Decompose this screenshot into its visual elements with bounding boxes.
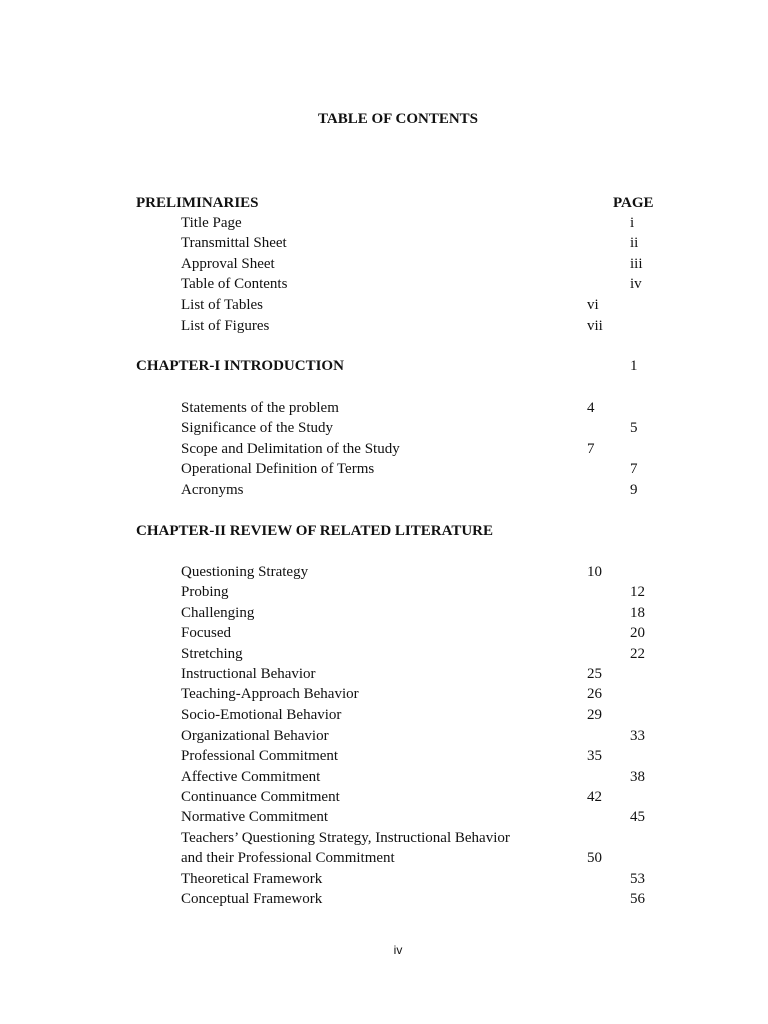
section-heading-page: 1: [630, 358, 638, 374]
section-heading-row: [0, 193, 768, 213]
toc-entry-page: 50: [587, 850, 602, 866]
toc-entry-label: Continuance Commitment: [181, 789, 340, 805]
section-heading: CHAPTER-II REVIEW OF RELATED LITERATURE: [136, 523, 494, 539]
toc-entry: [0, 644, 768, 664]
toc-entry-page: 45: [630, 809, 645, 825]
toc-entry-page: 26: [587, 686, 602, 702]
toc-entry-label: Title Page: [181, 215, 242, 231]
toc-entry-label: Affective Commitment: [181, 769, 321, 785]
toc-entry-page: 10: [587, 564, 602, 580]
toc-entry-page: 20: [630, 625, 645, 641]
toc-entry-label: Probing: [181, 584, 229, 600]
toc-entry-label: Transmittal Sheet: [181, 235, 287, 251]
toc-entry-label: List of Figures: [181, 318, 270, 334]
toc-entry-page: i: [630, 215, 635, 231]
toc-entry: [0, 664, 768, 684]
toc-entry-label: Scope and Delimitation of the Study: [181, 441, 400, 457]
toc-entry: [0, 254, 768, 274]
toc-entry: [0, 233, 768, 253]
toc-entry-label: Operational Definition of Terms: [181, 461, 375, 477]
toc-entry: [0, 274, 768, 294]
toc-entry-page: 4: [587, 400, 595, 416]
toc-entry-page: 7: [587, 441, 595, 457]
section-heading-row: [0, 356, 768, 376]
toc-entry-page: 42: [587, 789, 602, 805]
toc-entry-page: ii: [630, 235, 639, 251]
toc-entry-page: 18: [630, 605, 645, 621]
toc-entry-label: Teaching-Approach Behavior: [181, 686, 359, 702]
toc-entry-page: 25: [587, 666, 602, 682]
toc-entry-page: 12: [630, 584, 645, 600]
toc-entry-page: 5: [630, 420, 638, 436]
toc-entry-page: 56: [630, 891, 645, 907]
toc-entry: [0, 869, 768, 889]
toc-entry: [0, 480, 768, 500]
toc-entry-label: Significance of the Study: [181, 420, 334, 436]
toc-entry: [0, 398, 768, 418]
toc-entry: [0, 562, 768, 582]
toc-entry-page: iii: [630, 256, 643, 272]
page-column-header: PAGE: [613, 195, 654, 211]
toc-entry-label: Organizational Behavior: [181, 728, 329, 744]
toc-entry-label: Stretching: [181, 646, 243, 662]
toc-entry-page: 38: [630, 769, 645, 785]
toc-entry-label: Approval Sheet: [181, 256, 275, 272]
toc-entry-label: Normative Commitment: [181, 809, 329, 825]
toc-entry-label: Table of Contents: [181, 276, 288, 292]
section-heading: PRELIMINARIES: [136, 195, 259, 211]
toc-entry: [0, 705, 768, 725]
toc-entry: [0, 295, 768, 315]
toc-entry-page: vi: [587, 297, 599, 313]
toc-entry-label: Acronyms: [181, 482, 244, 498]
footer-page-number: iv: [393, 943, 403, 957]
toc-entry-page: 9: [630, 482, 638, 498]
toc-entry-label: Statements of the problem: [181, 400, 339, 416]
toc-entry: [0, 418, 768, 438]
toc-entry-page: 22: [630, 646, 645, 662]
toc-entry: [0, 439, 768, 459]
toc-entry: [0, 848, 768, 868]
toc-entry-label: Conceptual Framework: [181, 891, 323, 907]
toc-entry-page: 29: [587, 707, 602, 723]
toc-entry-page: iv: [630, 276, 642, 292]
toc-entry: [0, 582, 768, 602]
toc-entry-page: 7: [630, 461, 638, 477]
toc-entry: [0, 603, 768, 623]
toc-entry-label: Theoretical Framework: [181, 871, 323, 887]
toc-title: TABLE OF CONTENTS: [317, 111, 479, 127]
toc-entry-label: Questioning Strategy: [181, 564, 309, 580]
toc-entry-page: 35: [587, 748, 602, 764]
toc-entry: [0, 787, 768, 807]
toc-entry-label: Challenging: [181, 605, 255, 621]
toc-entry: [0, 828, 768, 848]
toc-entry-label: and their Professional Commitment: [181, 850, 395, 866]
toc-entry: [0, 767, 768, 787]
toc-entry: [0, 746, 768, 766]
section-heading: CHAPTER-I INTRODUCTION: [136, 358, 344, 374]
section-heading-row: [0, 521, 768, 541]
toc-entry: [0, 807, 768, 827]
toc-entry-label: Teachers’ Questioning Strategy, Instructional Behavior: [181, 830, 510, 846]
toc-entry-label: Socio-Emotional Behavior: [181, 707, 342, 723]
toc-entry-label: Professional Commitment: [181, 748, 339, 764]
toc-entry: [0, 316, 768, 336]
toc-entry-label: List of Tables: [181, 297, 263, 313]
toc-entry: [0, 726, 768, 746]
toc-entry: [0, 684, 768, 704]
toc-entry-page: 53: [630, 871, 645, 887]
toc-entry-label: Instructional Behavior: [181, 666, 316, 682]
toc-entry: [0, 459, 768, 479]
toc-entry: [0, 623, 768, 643]
toc-entry-page: vii: [587, 318, 603, 334]
toc-entry: [0, 889, 768, 909]
toc-entry-label: Focused: [181, 625, 231, 641]
toc-entry: [0, 213, 768, 233]
toc-entry-page: 33: [630, 728, 645, 744]
